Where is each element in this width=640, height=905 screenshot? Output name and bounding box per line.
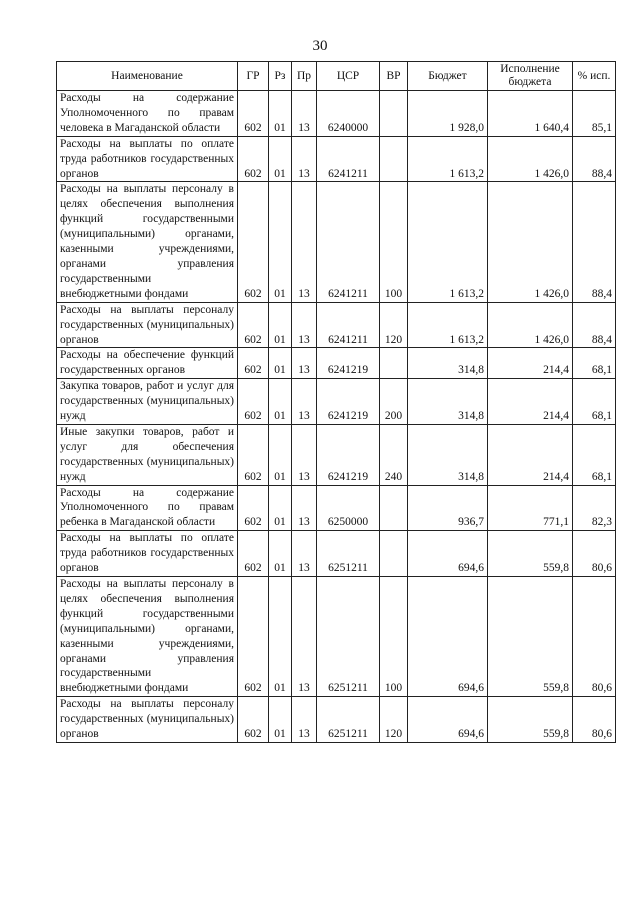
table-row (57, 91, 616, 137)
row-vr: 120 (380, 697, 408, 743)
table-row (57, 136, 616, 182)
row-csr: 6250000 (317, 485, 380, 531)
table-row (57, 577, 616, 697)
row-vr (380, 531, 408, 577)
row-vr: 240 (380, 424, 408, 485)
row-execution: 559,8 (488, 577, 573, 697)
header-csr: ЦСР (317, 62, 380, 91)
row-budget: 694,6 (408, 531, 488, 577)
row-percent: 80,6 (573, 697, 616, 743)
row-budget: 936,7 (408, 485, 488, 531)
row-name: Расходы на выплаты персоналу в целях обеспечения выполнения функций государственными (муниципальными) органами, казенными учреждениями, органами управления государственными внебюджетными фондами (57, 182, 238, 302)
row-gr: 602 (238, 182, 269, 302)
table-row (57, 424, 616, 485)
row-execution: 214,4 (488, 348, 573, 379)
row-csr: 6241219 (317, 424, 380, 485)
row-csr: 6241211 (317, 182, 380, 302)
header-percent: % исп. (573, 62, 616, 91)
header-budget: Бюджет (408, 62, 488, 91)
row-budget: 314,8 (408, 379, 488, 425)
row-gr: 602 (238, 302, 269, 348)
row-name: Расходы на выплаты персоналу государственных (муниципальных) органов (57, 697, 238, 743)
row-execution: 1 426,0 (488, 302, 573, 348)
header-vr: ВР (380, 62, 408, 91)
row-pr: 13 (292, 485, 317, 531)
row-percent: 68,1 (573, 424, 616, 485)
header-execution: Исполнение бюджета (488, 62, 573, 91)
row-percent: 68,1 (573, 348, 616, 379)
row-name: Расходы на содержание Уполномоченного по правам ребенка в Магаданской области (57, 485, 238, 531)
row-rz: 01 (269, 348, 292, 379)
row-gr: 602 (238, 91, 269, 137)
row-csr: 6240000 (317, 91, 380, 137)
row-name: Расходы на выплаты персоналу в целях обеспечения выполнения функций государственными (муниципальными) органами, казенными учреждениями, органами управления государственными внебюджетными фондами (57, 577, 238, 697)
row-csr: 6241211 (317, 136, 380, 182)
row-csr: 6241211 (317, 302, 380, 348)
row-rz: 01 (269, 577, 292, 697)
row-budget: 694,6 (408, 697, 488, 743)
row-csr: 6251211 (317, 531, 380, 577)
row-pr: 13 (292, 91, 317, 137)
row-execution: 559,8 (488, 697, 573, 743)
row-budget: 314,8 (408, 424, 488, 485)
row-name: Расходы на содержание Уполномоченного по правам человека в Магаданской области (57, 91, 238, 137)
row-budget: 1 613,2 (408, 182, 488, 302)
row-rz: 01 (269, 302, 292, 348)
row-vr (380, 348, 408, 379)
row-execution: 1 640,4 (488, 91, 573, 137)
row-percent: 80,6 (573, 531, 616, 577)
header-name: Наименование (57, 62, 238, 91)
row-gr: 602 (238, 424, 269, 485)
row-budget: 694,6 (408, 577, 488, 697)
row-name: Иные закупки товаров, работ и услуг для обеспечения государственных (муниципальных) нужд (57, 424, 238, 485)
row-execution: 214,4 (488, 379, 573, 425)
table-row (57, 697, 616, 743)
row-rz: 01 (269, 379, 292, 425)
row-vr: 200 (380, 379, 408, 425)
row-budget: 1 613,2 (408, 136, 488, 182)
row-percent: 80,6 (573, 577, 616, 697)
row-csr: 6241219 (317, 348, 380, 379)
row-execution: 214,4 (488, 424, 573, 485)
row-gr: 602 (238, 485, 269, 531)
row-pr: 13 (292, 136, 317, 182)
row-gr: 602 (238, 379, 269, 425)
row-rz: 01 (269, 531, 292, 577)
row-rz: 01 (269, 136, 292, 182)
row-rz: 01 (269, 697, 292, 743)
row-vr: 120 (380, 302, 408, 348)
table-row (57, 485, 616, 531)
row-budget: 1 928,0 (408, 91, 488, 137)
row-percent: 88,4 (573, 136, 616, 182)
table-row (57, 531, 616, 577)
row-execution: 1 426,0 (488, 136, 573, 182)
row-pr: 13 (292, 379, 317, 425)
row-name: Расходы на обеспечение функций государственных органов (57, 348, 238, 379)
row-execution: 559,8 (488, 531, 573, 577)
header-row (57, 62, 616, 91)
row-csr: 6241219 (317, 379, 380, 425)
row-rz: 01 (269, 91, 292, 137)
row-csr: 6251211 (317, 577, 380, 697)
row-budget: 1 613,2 (408, 302, 488, 348)
row-rz: 01 (269, 182, 292, 302)
row-name: Закупка товаров, работ и услуг для государственных (муниципальных) нужд (57, 379, 238, 425)
row-pr: 13 (292, 424, 317, 485)
header-gr: ГР (238, 62, 269, 91)
row-vr: 100 (380, 577, 408, 697)
row-rz: 01 (269, 485, 292, 531)
row-budget: 314,8 (408, 348, 488, 379)
row-vr (380, 91, 408, 137)
row-gr: 602 (238, 697, 269, 743)
row-pr: 13 (292, 531, 317, 577)
table-row (57, 348, 616, 379)
header-pr: Пр (292, 62, 317, 91)
row-percent: 68,1 (573, 379, 616, 425)
row-execution: 771,1 (488, 485, 573, 531)
row-pr: 13 (292, 302, 317, 348)
header-rz: Рз (269, 62, 292, 91)
row-percent: 88,4 (573, 302, 616, 348)
row-gr: 602 (238, 531, 269, 577)
row-name: Расходы на выплаты по оплате труда работников государственных органов (57, 136, 238, 182)
row-vr (380, 136, 408, 182)
row-gr: 602 (238, 577, 269, 697)
row-rz: 01 (269, 424, 292, 485)
row-gr: 602 (238, 348, 269, 379)
page-number: 30 (312, 38, 328, 54)
table-row (57, 379, 616, 425)
row-vr (380, 485, 408, 531)
table-row (57, 302, 616, 348)
row-pr: 13 (292, 697, 317, 743)
row-name: Расходы на выплаты персоналу государственных (муниципальных) органов (57, 302, 238, 348)
row-percent: 88,4 (573, 182, 616, 302)
row-pr: 13 (292, 348, 317, 379)
row-csr: 6251211 (317, 697, 380, 743)
row-vr: 100 (380, 182, 408, 302)
row-percent: 85,1 (573, 91, 616, 137)
row-execution: 1 426,0 (488, 182, 573, 302)
row-gr: 602 (238, 136, 269, 182)
row-percent: 82,3 (573, 485, 616, 531)
row-name: Расходы на выплаты по оплате труда работников государственных органов (57, 531, 238, 577)
row-pr: 13 (292, 182, 317, 302)
table-row (57, 182, 616, 302)
row-pr: 13 (292, 577, 317, 697)
budget-table (56, 61, 616, 743)
